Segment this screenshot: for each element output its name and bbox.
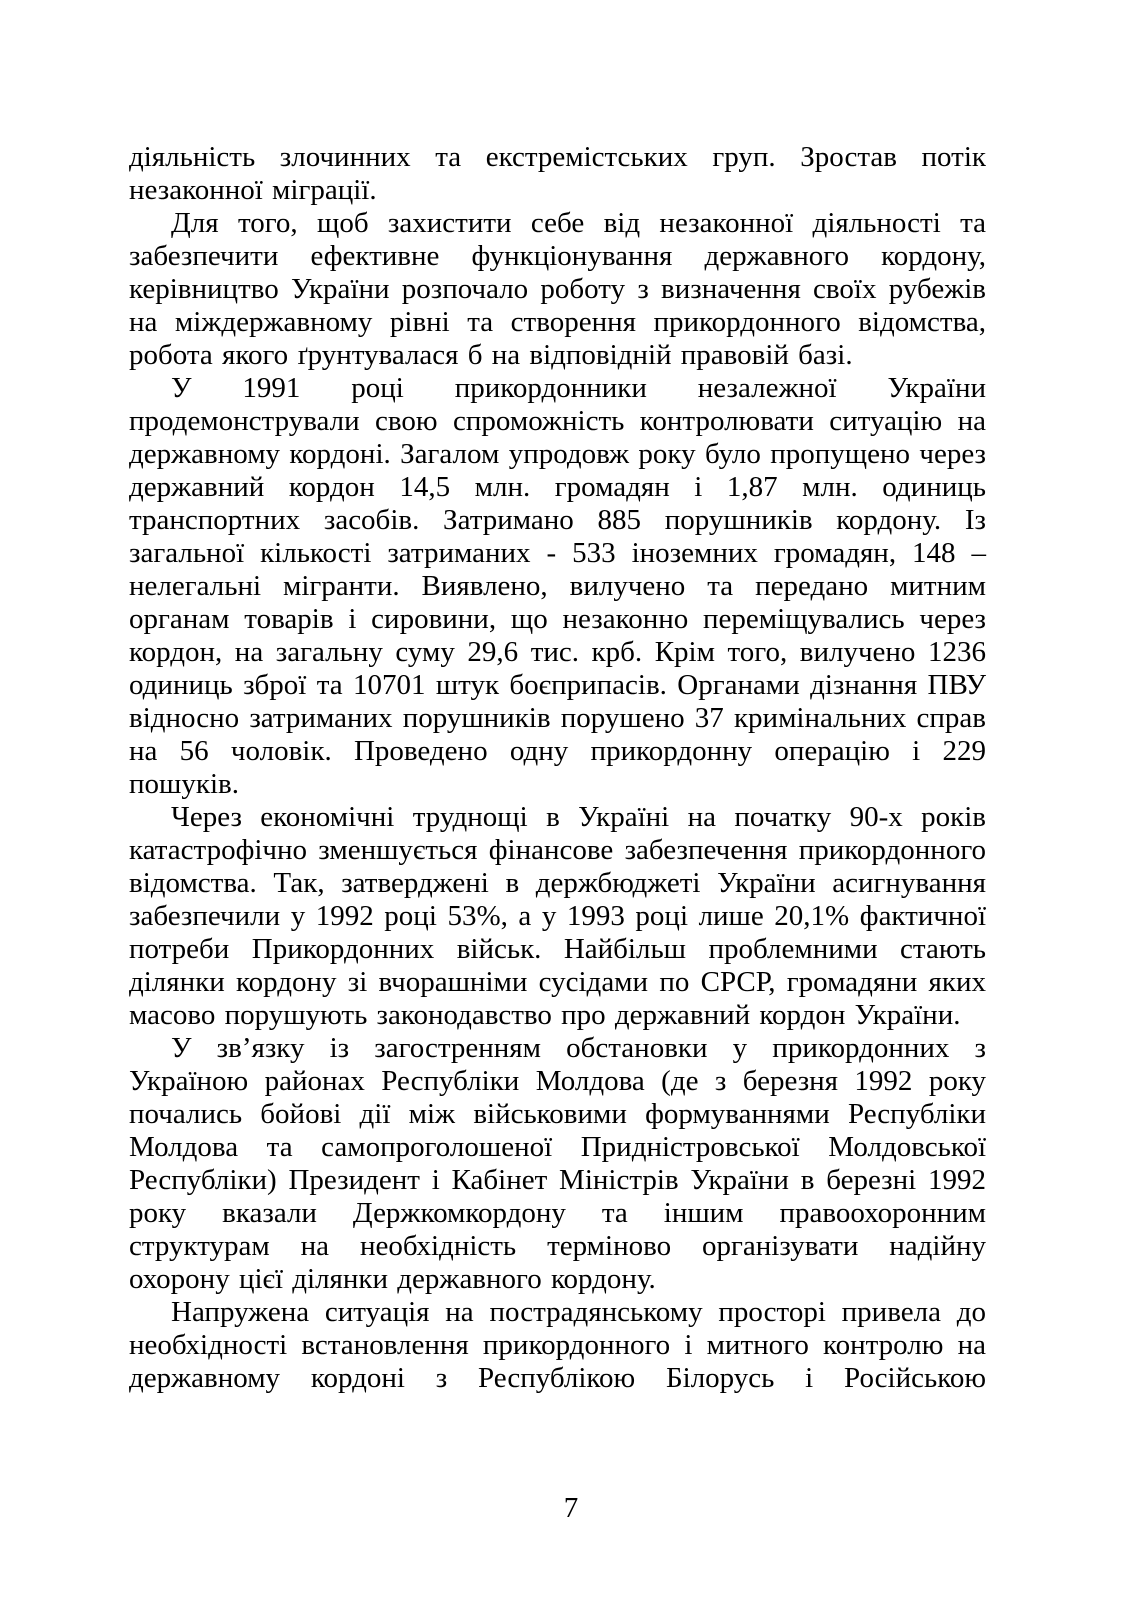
text-block	[129, 141, 986, 1395]
paragraph: У зв’язку із загостренням обстановки у прикордонних з Україною районах Республіки Молдова (де з березня 1992 року почались бойові дії між військовими формуваннями Республіки Молдова та самопроголошеної Придністровської Молдовської Республіки) Президент і Кабінет Міністрів України в березні 1992 року вказали Держкомкордону та іншим правоохоронним структурам на необхідність терміново організувати надійну охорону цієї ділянки державного кордону.	[129, 1032, 986, 1295]
paragraph: У 1991 році прикордонники незалежної України продемонстрували свою спроможність контролювати ситуацію на державному кордоні. Загалом упродовж року було пропущено через державний кордон 14,5 млн. громадян і 1,87 млн. одиниць транспортних засобів. Затримано 885 порушників кордону. Із загальної кількості затриманих - 533 іноземних громадян, 148 – нелегальні мігранти. Виявлено, вилучено та передано митним органам товарів і сировини, що незаконно переміщувались через кордон, на загальну суму 29,6 тис. крб. Крім того, вилучено 1236 одиниць зброї та 10701 штук боєприпасів. Органами дізнання ПВУ відносно затриманих порушників порушено 37 кримінальних справ на 56 чоловік. Проведено одну прикордонну операцію і 229 пошуків.	[129, 372, 986, 800]
paragraph: Для того, щоб захистити себе від незаконної діяльності та забезпечити ефективне функціонування державного кордону, керівництво України розпочало роботу з визначення своїх рубежів на міждержавному рівні та створення прикордонного відомства, робота якого ґрунтувалася б на відповідній правовій базі.	[129, 207, 986, 371]
paragraph: Через економічні труднощі в Україні на початку 90-х років катастрофічно зменшується фінансове забезпечення прикордонного відомства. Так, затверджені в держбюджеті України асигнування забезпечили у 1992 році 53%, а у 1993 році лише 20,1% фактичної потреби Прикордонних військ. Найбільш проблемними стають ділянки кордону зі вчорашніми сусідами по СРСР, громадяни яких масово порушують законодавство про державний кордон України.	[129, 801, 986, 1031]
page-number: 7	[563, 1492, 579, 1524]
paragraph: Напружена ситуація на пострадянському просторі привела до необхідності встановлення прикордонного і митного контролю на державному кордоні з Республікою Білорусь і Російською	[129, 1296, 986, 1394]
paragraph: діяльність злочинних та екстремістських груп. Зростав потік незаконної міграції.	[129, 141, 986, 206]
